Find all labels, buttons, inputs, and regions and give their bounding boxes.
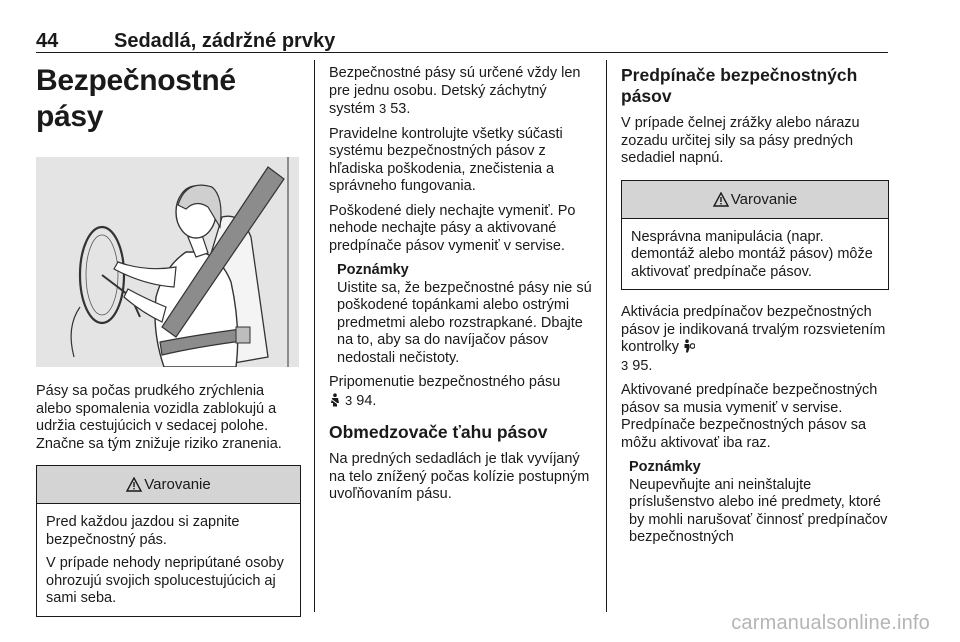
page-reference[interactable]: 95. — [632, 357, 653, 374]
warning-box — [36, 465, 301, 617]
driver-seatbelt-illustration-svg — [36, 157, 299, 367]
warning-body — [37, 504, 300, 616]
note-text: Uistite sa, že bezpečnostné pásy nie sú poškodené topánkami alebo ostrými predmetmi alebo rozstrapkané. Dbajte na to, aby sa do navíjačov pásov nedostali nečistoty. — [337, 279, 592, 366]
page-reference-arrow: 3 — [621, 357, 629, 373]
intro-paragraph: Pásy sa počas prudkého zrýchlenia alebo spomalenia vozidla zablokujú a udržia cestujúcich v sedacej polohe. Značne sa tým znižuje riziko zranenia. — [36, 383, 282, 452]
column-3 — [621, 60, 889, 554]
column-1 — [36, 60, 301, 631]
page-reference[interactable]: 53. — [390, 101, 411, 117]
paragraph-text: Aktivácia predpínačov bezpečnostných pásov je indikovaná trvalým rozsvietením kontrolky — [621, 304, 886, 355]
note-box — [621, 459, 889, 547]
driver-seatbelt-illustration — [36, 157, 299, 367]
page-reference[interactable]: 94. — [356, 392, 377, 409]
page-reference-arrow: 3 — [345, 392, 353, 408]
page-reference-arrow: 3 — [378, 101, 387, 116]
airbag-warning-icon — [683, 339, 695, 353]
paragraph — [329, 374, 594, 410]
note-title: Poznámky — [337, 262, 409, 278]
paragraph — [621, 304, 889, 375]
note-box — [329, 262, 594, 367]
paragraph-text: Pripomenutie bezpečnostného pásu — [329, 374, 561, 390]
warning-text: Pred každou jazdou si zapnite bezpečnostný pás. — [46, 514, 240, 548]
note-text: Neupevňujte ani neinštalujte príslušenstvo alebo iné predmety, ktoré by mohli narušovať činnosť predpínačov bezpečnostných — [629, 476, 888, 545]
column-divider — [314, 60, 315, 612]
seatbelt-reminder-icon — [329, 393, 341, 407]
warning-text: V prípade nehody nepripútané osoby ohrozujú svojich spolucestujúcich aj sami seba. — [46, 555, 284, 606]
page-header — [36, 30, 888, 52]
watermark: carmanualsonline.info — [731, 612, 930, 634]
page-number: 44 — [36, 30, 59, 52]
subheading: Predpínače bezpečnostných pásov — [621, 65, 858, 106]
note-title: Poznámky — [629, 459, 701, 475]
warning-text: Nesprávna manipulácia (napr. demontáž alebo montáž pásov) môže aktivovať predpínače pásov. — [631, 228, 873, 280]
warning-triangle-icon — [126, 477, 142, 492]
paragraph: Pravidelne kontrolujte všetky súčasti systému bezpečnostných pásov z hľadiska poškodenia, znečistenia a správneho fungovania. — [329, 125, 563, 194]
warning-triangle-icon — [713, 192, 729, 207]
column-divider — [606, 60, 607, 612]
paragraph: Poškodené diely nechajte vymeniť. Po nehode nechajte pásy a aktivované predpínače pásov vymeniť v servise. — [329, 202, 576, 254]
warning-body — [622, 219, 888, 290]
warning-box — [621, 180, 889, 291]
section-title: Bezpečnostné pásy — [36, 64, 236, 133]
paragraph: V prípade čelnej zrážky alebo nárazu zozadu určitej sily sa pásy predných sedadiel napnú. — [621, 115, 860, 166]
paragraph — [329, 65, 594, 119]
subheading: Obmedzovače ťahu pásov — [329, 422, 548, 442]
warning-header — [622, 181, 888, 219]
warning-title: Varovanie — [730, 190, 798, 208]
header-rule — [36, 52, 888, 53]
column-2 — [329, 60, 594, 511]
paragraph: Aktivované predpínače bezpečnostných pásov sa musia vymeniť v servise. Predpínače bezpečnostných pásov sa môžu aktivovať iba raz. — [621, 382, 878, 451]
warning-title: Varovanie — [144, 476, 211, 493]
chapter-title: Sedadlá, zádržné prvky — [114, 30, 336, 52]
paragraph-text: Bezpečnostné pásy sú určené vždy len pre jednu osobu. Detský záchytný systém — [329, 65, 581, 117]
warning-header — [37, 466, 300, 504]
paragraph: Na predných sedadlách je tlak vyvíjaný na telo znížený počas kolízie postupným uvoľňovaním pásu. — [329, 451, 590, 502]
